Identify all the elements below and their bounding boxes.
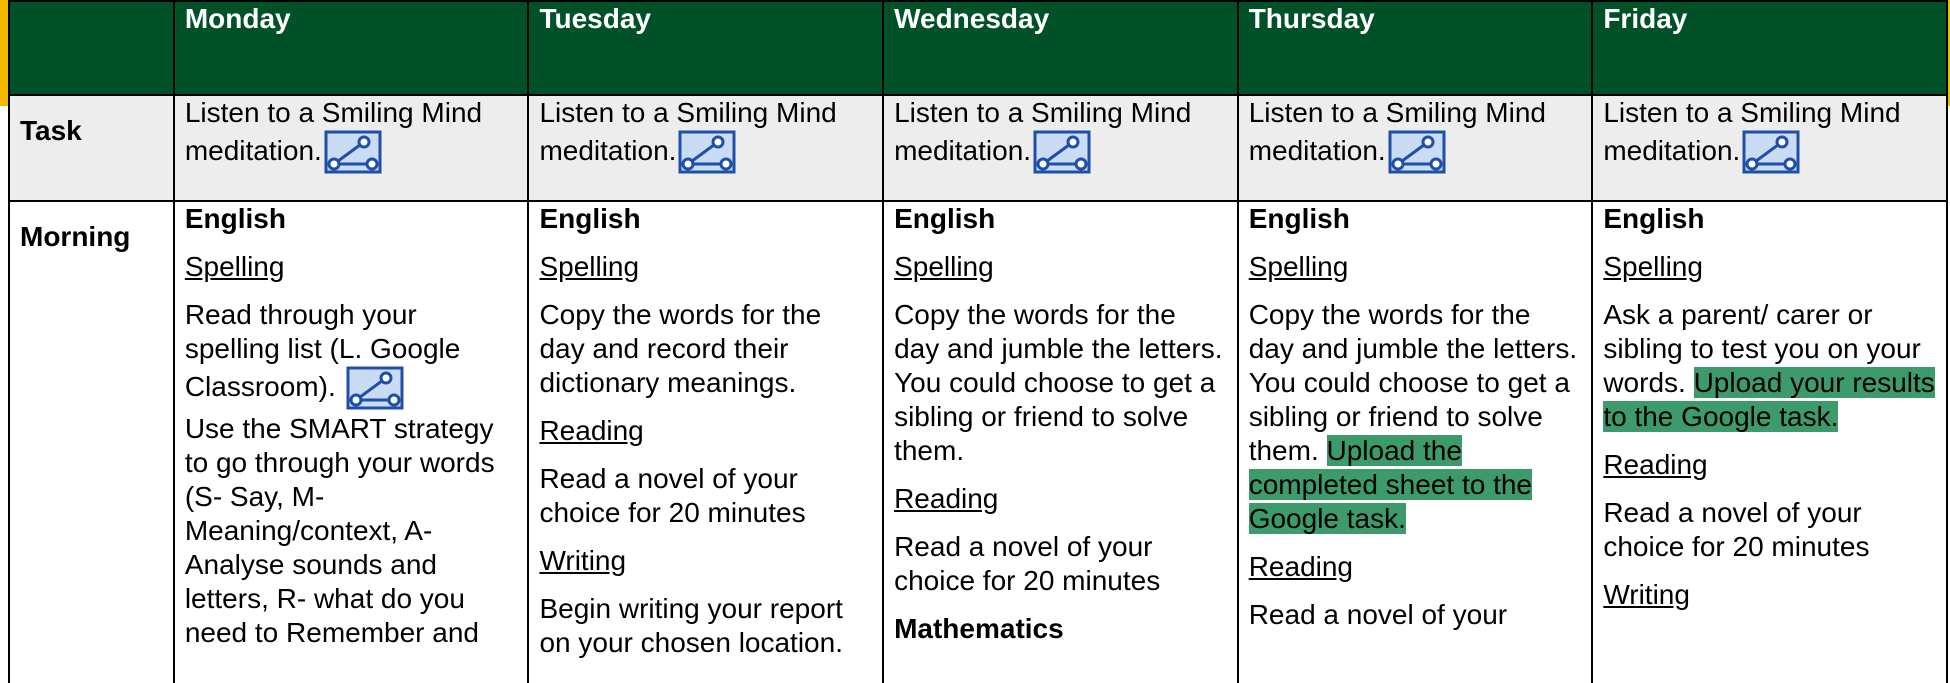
task-wednesday [883,95,1238,201]
instruction-text: Read a novel of your choice for 20 minutes [539,463,806,528]
hyperlink-icon[interactable] [346,366,404,410]
task-label: Task [9,95,174,201]
header-wednesday: Wednesday [883,1,1238,95]
task-text: Listen to a Smiling Mind meditation. [539,97,837,166]
morning-friday [1592,201,1947,683]
section-heading-spelling: Spelling [1248,251,1349,282]
section-heading-spelling: Spelling [539,251,640,282]
instruction-text: Read a novel of your [1248,599,1508,630]
weekly-plan-table [8,0,1948,683]
instruction-text-part: Read through your spelling list (L. Google Classroom). [184,299,461,402]
section-heading-spelling: Spelling [184,251,285,282]
instruction-text: Read a novel of your choice for 20 minutes [1603,497,1870,562]
section-heading-writing: Writing [1603,579,1690,610]
task-row [9,95,1947,201]
task-text: Listen to a Smiling Mind meditation. [184,97,483,166]
morning-wednesday [883,201,1238,683]
header-friday: Friday [1592,1,1947,95]
subject-heading: English [1603,203,1705,234]
hyperlink-icon[interactable] [1033,130,1091,174]
header-thursday: Thursday [1238,1,1593,95]
hyperlink-icon[interactable] [324,130,382,174]
subject-heading: Mathematics [894,613,1064,644]
section-heading-spelling: Spelling [894,251,994,282]
morning-thursday [1238,201,1593,683]
instruction-text [1603,298,1936,434]
instruction-text: Begin writing your report on your chosen location. [539,593,843,658]
section-heading-reading: Reading [1603,449,1708,480]
hyperlink-icon[interactable] [678,130,736,174]
task-friday [1592,95,1947,201]
section-heading-writing: Writing [539,545,627,576]
task-text: Listen to a Smiling Mind meditation. [1248,97,1546,166]
morning-tuesday [528,201,883,683]
section-heading-spelling: Spelling [1603,251,1703,282]
instruction-text: Read a novel of your choice for 20 minutes [894,531,1161,596]
instruction-text-part: Ask a parent/ carer or sibling to test you on your words. [1603,299,1921,398]
instruction-text: Use the SMART strategy to go through your words (S- Say, M-Meaning/context, A-Analyse sounds and letters, R- what do you need to Remember and [184,413,495,648]
highlighted-instruction: Upload your results to the Google task. [1603,367,1935,432]
header-monday: Monday [174,1,529,95]
morning-row [9,201,1947,683]
task-text: Listen to a Smiling Mind meditation. [1603,97,1901,166]
header-tuesday: Tuesday [528,1,883,95]
instruction-text [185,298,518,410]
section-heading-reading: Reading [894,483,999,514]
header-row [9,1,1947,95]
subject-heading: English [894,203,996,234]
instruction-text: Copy the words for the day and jumble the letters. You could choose to get a sibling or friend to solve them. [894,299,1223,466]
section-heading-reading: Reading [1248,551,1354,582]
subject-heading: English [1248,203,1350,234]
task-text: Listen to a Smiling Mind meditation. [894,97,1192,166]
morning-monday [174,201,529,683]
task-tuesday [528,95,883,201]
hyperlink-icon[interactable] [1388,130,1446,174]
morning-label: Morning [9,201,174,683]
header-blank [9,1,174,95]
hyperlink-icon[interactable] [1742,130,1800,174]
subject-heading: English [539,203,641,234]
highlighted-instruction: Upload the completed sheet to the Google task. [1248,435,1532,534]
instruction-text: Copy the words for the day and record their dictionary meanings. [539,299,822,398]
section-heading-reading: Reading [539,415,644,446]
instruction-text [1249,298,1582,536]
task-thursday [1238,95,1593,201]
task-monday [174,95,529,201]
instruction-text-part: Copy the words for the day and jumble the letters. You could choose to get a sibling or friend to solve them. [1248,299,1578,466]
subject-heading: English [184,203,286,234]
